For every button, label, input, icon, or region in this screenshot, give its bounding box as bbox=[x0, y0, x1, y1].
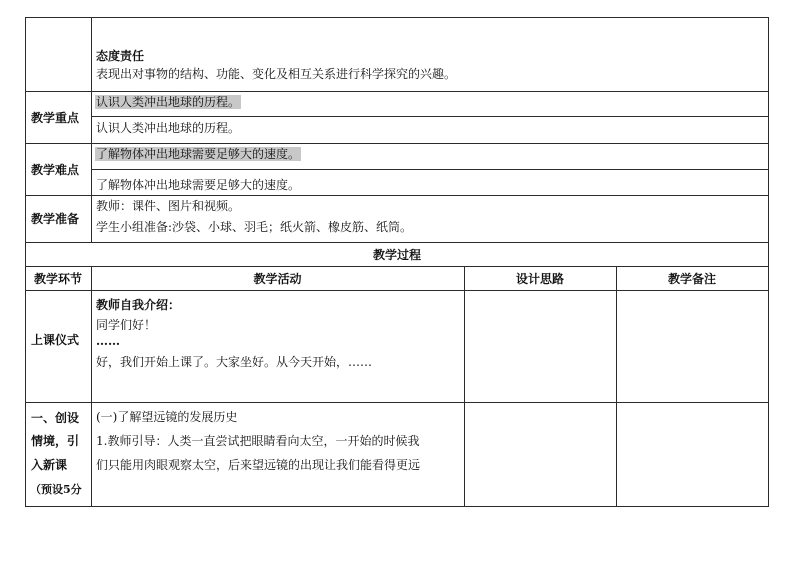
key-points-label: 教学重点 bbox=[31, 111, 80, 125]
table-border bbox=[25, 17, 26, 507]
table-border bbox=[25, 242, 769, 243]
preparation-label: 教学准备 bbox=[31, 212, 80, 226]
table-border bbox=[91, 17, 92, 243]
table-border bbox=[25, 143, 769, 144]
header-design: 设计思路 bbox=[515, 272, 564, 286]
header-activity: 教学活动 bbox=[253, 272, 302, 286]
intro-line: 同学们好！ bbox=[96, 318, 157, 332]
difficulties-text: 了解物体冲出地球需要足够大的速度。 bbox=[96, 178, 301, 192]
preparation-teacher: 教师：课件、图片和视频。 bbox=[96, 199, 241, 213]
intro-line: 教师自我介绍： bbox=[96, 298, 181, 312]
table-border bbox=[91, 169, 769, 170]
table-border bbox=[768, 17, 769, 507]
section1-label-line: 情境，引 bbox=[31, 434, 80, 448]
preparation-students: 学生小组准备:沙袋、小球、羽毛；纸火箭、橡皮筋、纸筒。 bbox=[96, 220, 413, 234]
table-border bbox=[25, 195, 769, 196]
header-stage: 教学环节 bbox=[33, 272, 82, 286]
section1-line: 们只能用肉眼观察太空，后来望远镜的出现让我们能看得更远 bbox=[96, 458, 421, 472]
difficulties-highlighted: 了解物体冲出地球需要足够大的速度。 bbox=[96, 147, 301, 161]
table-border bbox=[25, 290, 769, 291]
table-border bbox=[25, 17, 769, 18]
key-points-highlighted: 认识人类冲出地球的历程。 bbox=[96, 95, 241, 109]
attitude-text: 表现出对事物的结构、功能、变化及相互关系进行科学探究的兴趣。 bbox=[96, 67, 457, 81]
table-border bbox=[91, 116, 769, 117]
section1-line: 1.教师引导：人类一直尝试把眼睛看向太空，一开始的时候我 bbox=[96, 434, 420, 448]
table-border bbox=[91, 266, 92, 507]
difficulties-label: 教学难点 bbox=[31, 163, 80, 177]
table-border bbox=[25, 506, 769, 507]
section1-label-line: 入新课 bbox=[31, 458, 68, 472]
section1-label-line: （预设5分 bbox=[30, 483, 82, 496]
section1-line: (一)了解望远镜的发展历史 bbox=[96, 410, 238, 424]
table-border bbox=[25, 91, 769, 92]
attitude-title: 态度责任 bbox=[96, 49, 145, 63]
table-border bbox=[25, 266, 769, 267]
process-title: 教学过程 bbox=[372, 248, 421, 262]
section1-label-line: 一、创设 bbox=[31, 411, 80, 425]
key-points-text: 认识人类冲出地球的历程。 bbox=[96, 121, 241, 135]
header-notes: 教学备注 bbox=[667, 272, 716, 286]
intro-line: …… bbox=[96, 334, 120, 348]
intro-label: 上课仪式 bbox=[31, 333, 80, 347]
table-border bbox=[616, 266, 617, 507]
table-border bbox=[464, 266, 465, 507]
intro-line: 好，我们开始上课了。大家坐好。从今天开始，…… bbox=[96, 355, 373, 369]
lesson-plan-table bbox=[25, 17, 769, 507]
table-border bbox=[25, 402, 769, 403]
